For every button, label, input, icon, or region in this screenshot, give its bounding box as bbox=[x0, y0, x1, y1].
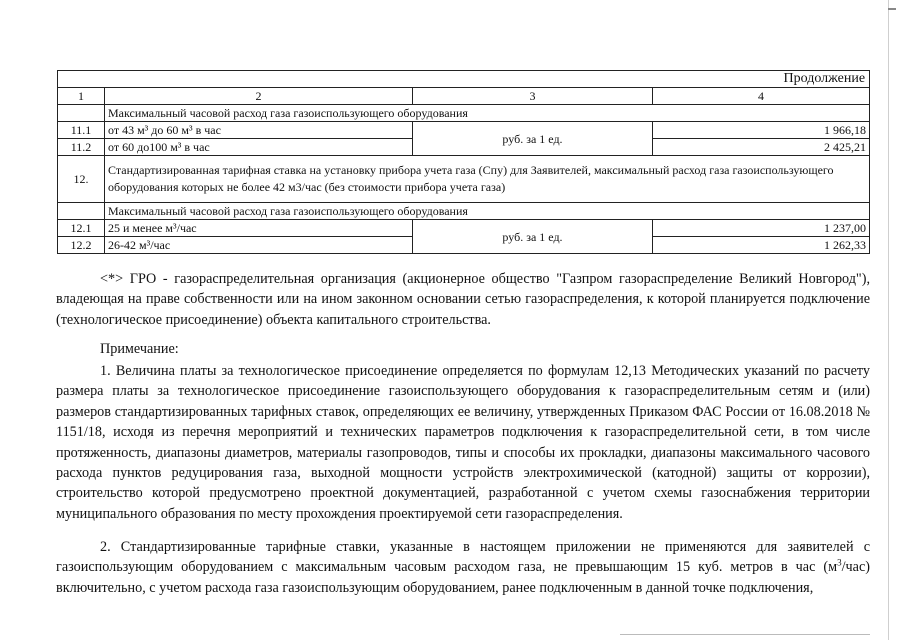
superscript-3: 3 bbox=[837, 557, 842, 568]
row-description: 26-42 м³/час bbox=[105, 237, 413, 254]
unit-cell: руб. за 1 ед. bbox=[413, 220, 653, 254]
table-row bbox=[58, 220, 870, 237]
scan-mark bbox=[620, 634, 870, 635]
column-header: 4 bbox=[653, 88, 870, 105]
row-number: 12.2 bbox=[58, 237, 105, 254]
scan-edge-line bbox=[888, 0, 889, 640]
column-header: 1 bbox=[58, 88, 105, 105]
footnote-paragraph: <*> ГРО - газораспределительная организация (акционерное общество "Газпром газораспределение Великий Новгород"), владеющая на праве собственности или на ином законном основании сетью газораспределения, к которой планируется подключение (технологическое присоединение) объекта капитального строительства. bbox=[56, 271, 870, 328]
row-description: от 60 до100 м³ в час bbox=[105, 139, 413, 156]
table-header-row bbox=[58, 88, 870, 105]
table-cell bbox=[58, 105, 105, 122]
scan-mark bbox=[888, 8, 896, 10]
note-paragraph-2 bbox=[56, 537, 870, 598]
row-value: 1 966,18 bbox=[653, 122, 870, 139]
row-description: от 43 м³ до 60 м³ в час bbox=[105, 122, 413, 139]
row-number: 11.1 bbox=[58, 122, 105, 139]
table-cell bbox=[58, 203, 105, 220]
row-value: 1 237,00 bbox=[653, 220, 870, 237]
table-continuation-label: Продолжение bbox=[58, 71, 870, 88]
row-description: 25 и менее м³/час bbox=[105, 220, 413, 237]
table-caption-row bbox=[58, 71, 870, 88]
note-2-text: 2. Стандартизированные тарифные ставки, указанные в настоящем приложении не применяются для заявителей с газоиспользующим оборудованием с максимальным часовым расходом газа, не превышающим 15 куб. метров в час (м bbox=[56, 539, 870, 576]
table-row bbox=[58, 105, 870, 122]
row-description: Стандартизированная тарифная ставка на установку прибора учета газа (Спу) для Заявителей, максимальный расход газа газоиспользующего оборудования которых не более 42 м3/час (без стоимости прибора учета газа) bbox=[105, 156, 870, 203]
table-row bbox=[58, 203, 870, 220]
section-title-cell: Максимальный часовой расход газа газоиспользующего оборудования bbox=[105, 105, 870, 122]
section-title-cell: Максимальный часовой расход газа газоиспользующего оборудования bbox=[105, 203, 870, 220]
row-number: 12.1 bbox=[58, 220, 105, 237]
row-value: 2 425,21 bbox=[653, 139, 870, 156]
note-paragraph-1: 1. Величина платы за технологическое присоединение определяется по формулам 12,13 Методических указаний по расчету размера платы за технологическое присоединение газоиспользующего оборудования к газораспределительным сетям и (или) размеров стандартизированных тарифных ставок, определяющих ее величину, утвержденных Приказом ФАС России от 16.08.2018 № 1151/18, исходя из перечня мероприятий и технических параметров подключения к газораспределительной сети, в том числе протяженность, диапазоны диаметров, материалы газопроводов, типы и способы их прокладки, диапазоны максимального часового расхода пунктов редуцирования газа, выходной мощности устройств электрохимической (катодной) защиты от коррозии), строительство которой предусмотрено проектной документацией, разработанной с учетом схемы газоснабжения территории муниципального образования по месту прохождения проектируемой сети газораспределения. bbox=[56, 363, 870, 522]
tariff-table bbox=[57, 70, 870, 254]
unit-cell: руб. за 1 ед. bbox=[413, 122, 653, 156]
note-2-text-cont: /час) включительно, с учетом расхода газа газоиспользующим оборудованием, ранее подключенным в данной точке подключения, bbox=[56, 559, 870, 596]
table-row bbox=[58, 122, 870, 139]
row-number: 11.2 bbox=[58, 139, 105, 156]
row-value: 1 262,33 bbox=[653, 237, 870, 254]
row-number: 12. bbox=[58, 156, 105, 203]
column-header: 2 bbox=[105, 88, 413, 105]
note-title: Примечание: bbox=[100, 341, 179, 357]
table-row bbox=[58, 156, 870, 203]
column-header: 3 bbox=[413, 88, 653, 105]
